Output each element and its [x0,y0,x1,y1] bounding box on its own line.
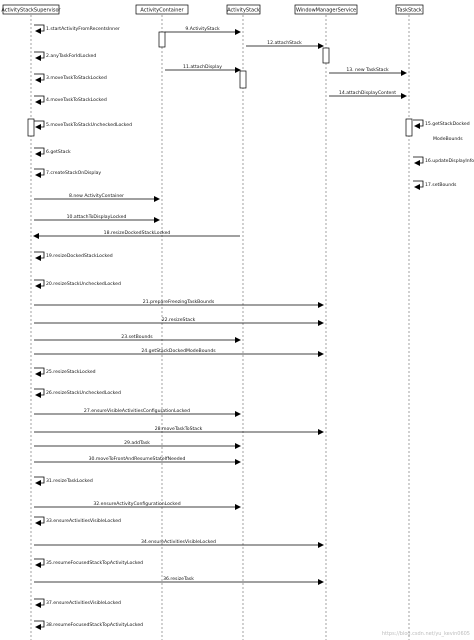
participant-ac [136,5,188,14]
message-label: 3.moveTaskToStackLocked [46,76,107,81]
activation-bar-ass [28,119,34,136]
message-20 [34,252,113,259]
self-call-arrow [413,120,423,126]
activation-bar-ac [159,32,165,47]
message-34 [34,517,121,524]
message-25 [34,348,323,354]
message-label: 17.setBounds [425,183,457,188]
participant-ts [396,5,423,14]
message-label: 4.moveTaskToStackLocked [46,98,107,103]
message-1 [34,25,120,32]
message-label: 29.addTask [124,441,150,446]
self-call-arrow [34,389,44,395]
self-call-arrow [34,477,44,483]
self-call-arrow [34,25,44,31]
message-label: 9.ActivityStack [185,27,220,32]
message-label: 22.resizeStack [161,318,196,323]
message-label: 21.prepareFreezingTaskBounds [142,300,215,305]
message-14 [413,157,474,164]
participant-wms [295,5,357,14]
message-label: 24.getStackDockedModeBounds [141,349,216,354]
message-28 [34,408,240,414]
message-label: 1.startActivityFromRecentsInner [46,27,120,32]
message-label: 5.moveTaskToStackUncheckedLocked [46,123,133,128]
message-label: 2.anyTaskForIdLocked [46,54,97,59]
message-label: 13. new TaskStack [346,68,389,73]
self-call-arrow [413,157,423,163]
message-22 [34,299,323,305]
self-call-arrow [34,252,44,258]
message-label: 35.resumeFocusedStackTopActivityLocked [46,561,144,566]
message-label: 8.new ActivityContainer [69,194,124,199]
message-label: 19.resizeDockedStackLocked [46,254,113,259]
message-label: 33.ensureActivitiesVisibleLocked [46,519,121,524]
message-27 [34,389,121,396]
self-call-arrow [34,599,44,605]
activation-bar-ts [406,119,412,136]
participant-as [227,5,260,14]
self-call-arrow [34,96,44,102]
message-label: 11.attachDisplay [183,65,222,70]
message-8 [329,90,406,96]
message-9 [34,96,107,103]
self-call-arrow [34,621,44,627]
watermark-text: https://blog.csdn.net/yu_kevin0605 [381,631,470,637]
activation-bar-as [240,71,246,88]
message-label: 31.resizeTaskLocked [46,479,93,484]
message-label: 15.getStackDocked [425,122,470,127]
message-label: 28.moveTaskToStack [154,427,203,432]
participant-ass [1,5,61,14]
activation-bar-wms [323,48,329,63]
message-label: 32.ensureActivityConfigurationLocked [93,502,181,507]
message-19 [34,230,240,236]
message-label: 38.resumeFocusedStackTopActivityLocked [46,623,144,628]
message-label: 14.attachDisplayContent [338,91,397,96]
message-37 [34,576,323,582]
message-36 [34,559,143,566]
message-label: 36.resizeTask [163,577,194,582]
message-3 [246,40,323,46]
participant-label: TaskStack [397,7,422,14]
participant-label: ActivityStack [227,7,260,14]
self-call-arrow [34,169,44,175]
message-15 [34,169,101,176]
message-label: 10.attachToDisplayLocked [66,215,127,220]
self-call-arrow [34,121,44,127]
message-label: 6.getStack [46,150,71,155]
message-label: 34.ensureActivitiesVisibleLocked [141,540,216,545]
message-31 [34,456,240,462]
message-16 [413,181,457,188]
message-6 [329,67,406,73]
self-call-arrow [34,52,44,58]
self-call-arrow [34,280,44,286]
message-label: 20.resizeStackUncheckedLocked [46,282,121,287]
message-10 [34,121,132,128]
message-33 [34,501,240,507]
self-call-arrow [34,517,44,523]
message-26 [34,368,96,375]
message-label: 37.ensureActivitiesVisibleLocked [46,601,121,606]
message-label: 7.createStackOnDisplay [46,171,102,176]
self-call-arrow [34,74,44,80]
message-12 [433,136,463,142]
message-30 [34,440,240,446]
self-call-arrow [413,181,423,187]
message-21 [34,280,121,287]
message-4 [34,52,96,59]
message-label: 30.moveToFrontAndResumeStateIfNeeded [88,457,186,462]
message-39 [34,621,143,628]
message-label: 27.ensureVisibleActivitiesConfigurationLocked [83,409,191,414]
self-call-arrow [34,148,44,154]
message-7 [34,74,107,81]
message-5 [165,64,240,70]
participant-label: ActivityStackSupervisor [1,7,61,14]
message-32 [34,477,93,484]
message-18 [34,214,159,220]
message-35 [34,539,323,545]
message-24 [34,334,240,340]
self-call-arrow [34,559,44,565]
message-label: 23.setBounds [121,335,153,340]
self-call-arrow [34,368,44,374]
message-11 [413,120,470,127]
participant-label: ActivityContainer [140,7,184,14]
message-label: 18.resizeDockedStackLocked [103,231,171,236]
message-23 [34,317,323,323]
message-38 [34,599,121,606]
participant-label: WindowManagerService [295,7,357,14]
message-label: 16.updateDisplayInfo [425,159,474,164]
message-17 [34,193,159,199]
message-13 [34,148,71,155]
message-label: ModeBounds [433,137,463,142]
message-label: 26.resizeStackUncheckedLocked [46,391,121,396]
message-label: 12.attachStack [267,41,302,46]
message-2 [165,26,240,32]
message-label: 25.resizeStackLocked [46,370,96,375]
message-29 [34,426,323,432]
